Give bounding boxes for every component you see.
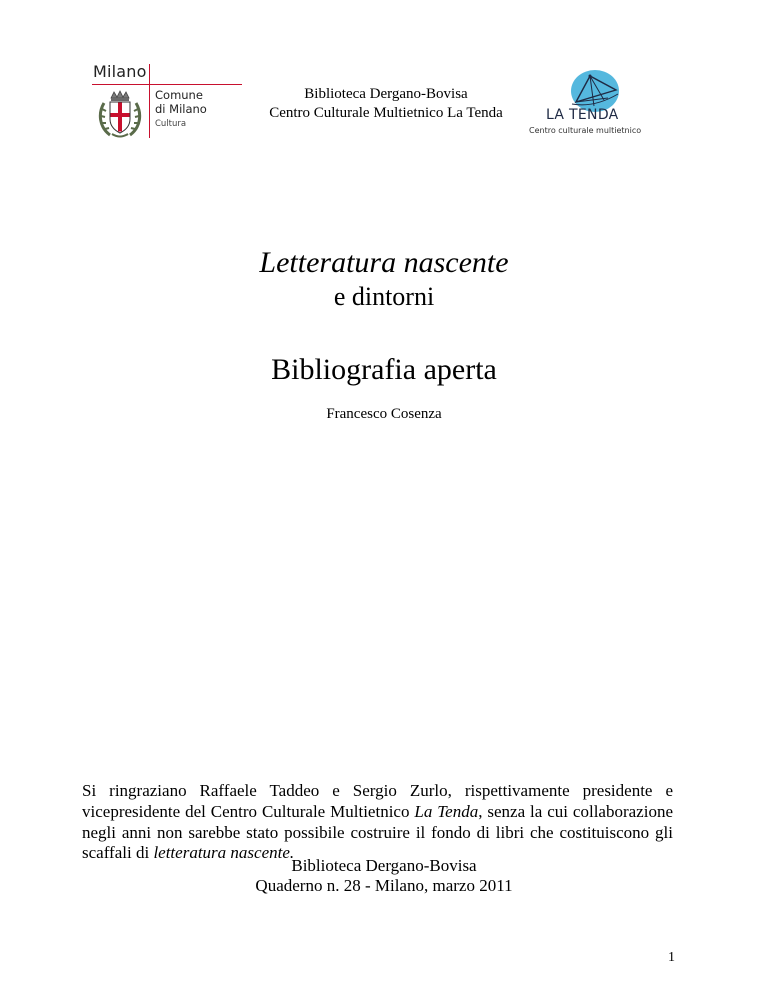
ack-italic-letteratura: letteratura nascente. [153, 843, 295, 863]
page-number: 1 [668, 950, 675, 965]
acknowledgement-paragraph [82, 781, 673, 864]
header-block [248, 85, 524, 123]
ack-text-2: , senza la cui collaborazione negli anni non sarebbe stato possibile costruire il fondo di libri che costituiscono gli scaffali di [82, 801, 673, 863]
ack-text-1: Si ringraziano Raffaele Taddeo e Sergio Zurlo, rispettivamente presidente e vicepresidente del Centro Culturale Multietnico [82, 781, 673, 821]
logo-divider-vertical [149, 64, 150, 138]
header-library-name: Biblioteca Dergano-Bovisa [304, 86, 468, 102]
footer-library-name: Biblioteca Dergano-Bovisa [291, 856, 477, 875]
footer-issue-info: Quaderno n. 28 - Milano, marzo 2011 [255, 876, 513, 895]
logo-di-milano-text: di Milano [155, 102, 207, 116]
logo-comune-text: Comune [155, 88, 203, 102]
ack-italic-la-tenda: La Tenda [414, 801, 479, 821]
la-tenda-name: LA TENDA [546, 107, 619, 123]
logo-city-name: Milano [93, 62, 147, 81]
bibliography-heading: Bibliografia aperta [271, 353, 497, 386]
milano-crest-icon [96, 89, 144, 139]
header-center-name: Centro Culturale Multietnico La Tenda [269, 105, 503, 121]
la-tenda-logo [528, 66, 656, 140]
author-name: Francesco Cosenza [326, 406, 442, 422]
footer-block [0, 856, 768, 896]
document-title: Letteratura nascente [259, 246, 509, 279]
la-tenda-tagline: Centro culturale multietnico [529, 126, 642, 135]
document-subtitle: e dintorni [333, 282, 435, 311]
milano-logo [92, 62, 242, 140]
logo-divider-horizontal [92, 84, 242, 85]
logo-cultura-text: Cultura [155, 119, 187, 129]
